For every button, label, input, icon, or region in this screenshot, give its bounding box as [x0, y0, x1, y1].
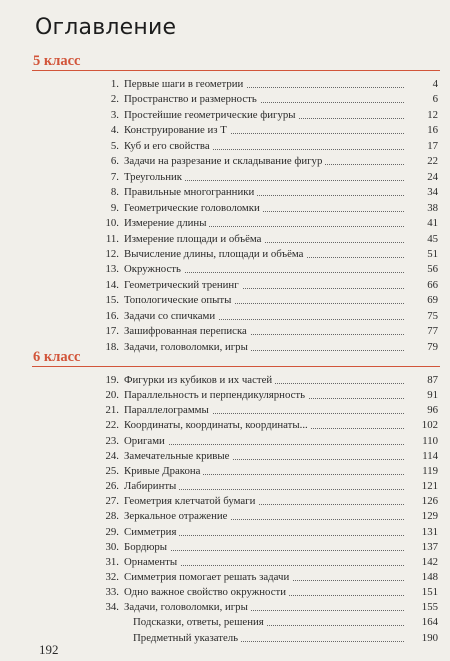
toc-entry-title-wrap	[124, 92, 404, 106]
toc-entry-page: 87	[427, 374, 438, 386]
toc-entry-title: Замечательные кривые	[124, 450, 232, 462]
toc-entry-page: 34	[427, 186, 438, 199]
toc-entry	[0, 185, 450, 199]
toc-entry-title: Измерение длины	[124, 217, 209, 229]
toc-entry-title-wrap	[124, 123, 404, 137]
toc-entry-number: 12.	[105, 247, 119, 260]
toc-entry-page: 190	[421, 631, 438, 644]
toc-entry-page: 96	[427, 404, 438, 417]
toc-entry-number: 33.	[105, 586, 119, 599]
toc-entry-title: Лабиринты	[124, 480, 179, 492]
toc-entry-number: 23.	[105, 434, 119, 447]
toc-entry-title-wrap	[133, 615, 404, 629]
toc-entry	[0, 324, 450, 338]
toc-entry-title: Параллелограммы	[124, 404, 212, 416]
toc-entry-page: 16	[427, 124, 438, 137]
toc-entry	[0, 309, 450, 323]
toc-entry-title-wrap	[124, 403, 404, 417]
toc-entry-number: 10.	[105, 217, 119, 230]
toc-entry-title: Конструирование из Т	[124, 124, 230, 136]
toc-entry-title: Задачи со спичками	[124, 310, 218, 322]
toc-entry-number: 20.	[105, 389, 119, 402]
toc-entry	[0, 464, 450, 478]
toc-entry-number: 4.	[110, 124, 119, 137]
toc-entry-number: 28.	[105, 510, 119, 523]
toc-entry	[0, 525, 450, 539]
toc-entry	[0, 123, 450, 137]
toc-entry-number: 6.	[110, 155, 119, 168]
toc-entry-title-wrap	[124, 201, 404, 215]
toc-entry-page: 45	[427, 232, 438, 245]
toc-entry-page: 114	[422, 449, 438, 462]
toc-entry	[0, 293, 450, 307]
toc-entry	[0, 570, 450, 584]
toc-entry-title: Правильные многогранники	[124, 186, 257, 198]
toc-entry-title-wrap	[124, 232, 404, 246]
toc-entry-title: Зашифрованная переписка	[124, 325, 250, 337]
toc-entry-title: Кривые Дракона	[124, 465, 203, 477]
toc-entry-title: Пространство и размерность	[124, 93, 260, 105]
toc-entry-number: 18.	[105, 340, 119, 353]
toc-entry-number: 15.	[105, 294, 119, 307]
toc-entry	[0, 154, 450, 168]
toc-entry-title: Предметный указатель	[133, 632, 241, 644]
toc-entry-title: Одно важное свойство окружности	[124, 586, 289, 598]
toc-entry-title-wrap	[124, 479, 404, 493]
toc-entry-title-wrap	[124, 108, 404, 122]
toc-entry-page: 24	[427, 170, 438, 183]
toc-entry-title-wrap	[124, 309, 404, 323]
toc-entry	[0, 373, 450, 387]
toc-entry-title-wrap	[124, 449, 404, 463]
toc-entry-number: 24.	[105, 449, 119, 462]
toc-entry	[0, 247, 450, 261]
toc-entry	[0, 540, 450, 554]
toc-entry-page: 91	[427, 389, 438, 402]
toc-entry	[0, 585, 450, 599]
toc-entry-page: 129	[421, 510, 438, 523]
toc-entry-page: 110	[422, 434, 438, 447]
toc-entry-page: 56	[427, 263, 438, 276]
toc-entry-title: Симметрия помогает решать задачи	[124, 571, 292, 583]
toc-entry-number: 8.	[110, 186, 119, 199]
toc-entry-title: Координаты, координаты, координаты...	[124, 419, 311, 431]
toc-entry-title-wrap	[133, 631, 404, 645]
toc-entry	[0, 403, 450, 417]
toc-entry-number: 27.	[105, 495, 119, 508]
toc-entry-title: Куб и его свойства	[124, 140, 213, 152]
toc-entry-title-wrap	[124, 170, 404, 184]
toc-entry-title-wrap	[124, 494, 404, 508]
toc-entry-title: Оригами	[124, 435, 168, 447]
section-heading-grade-5	[32, 52, 440, 71]
toc-entry-title-wrap	[124, 525, 404, 539]
toc-entry	[0, 77, 450, 91]
toc-entry-number: 1.	[110, 78, 119, 90]
toc-entry	[0, 108, 450, 122]
toc-entry-number: 31.	[105, 555, 119, 568]
toc-entry-page: 22	[427, 155, 438, 168]
toc-entry-title-wrap	[124, 293, 404, 307]
toc-entry-page: 119	[422, 464, 438, 477]
toc-entry-number: 34.	[105, 601, 119, 614]
toc-entry-page: 38	[427, 201, 438, 214]
toc-entry-title-wrap	[124, 247, 404, 261]
toc-entry-title: Задачи на разрезание и складывание фигур	[124, 155, 325, 167]
toc-entry-page: 164	[421, 616, 438, 629]
toc-entry-page: 4	[432, 78, 438, 90]
toc-entry-page: 51	[427, 247, 438, 260]
toc-entry-title: Орнаменты	[124, 556, 180, 568]
toc-entry-title-wrap	[124, 139, 404, 153]
toc-entry	[0, 170, 450, 184]
toc-entry-number: 14.	[105, 278, 119, 291]
toc-entry-page: 151	[421, 586, 438, 599]
toc-entry	[0, 509, 450, 523]
toc-entry-title: Подсказки, ответы, решения	[133, 616, 267, 628]
toc-entry-title: Треугольник	[124, 171, 185, 183]
toc-entry-number: 19.	[105, 374, 119, 386]
toc-entry-page: 75	[427, 309, 438, 322]
toc-entry-title: Геометрия клетчатой бумаги	[124, 495, 258, 507]
toc-entry	[0, 494, 450, 508]
toc-entry	[0, 615, 450, 629]
toc-entry-page: 126	[421, 495, 438, 508]
toc-entry-title: Топологические опыты	[124, 294, 234, 306]
toc-entry-page: 155	[421, 601, 438, 614]
toc-entry-page: 131	[421, 525, 438, 538]
toc-entry-title: Параллельность и перпендикулярность	[124, 389, 308, 401]
toc-entry-title: Простейшие геометрические фигуры	[124, 109, 299, 121]
toc-entry-page: 6	[432, 93, 438, 106]
toc-entry-number: 25.	[105, 464, 119, 477]
toc-entry-page: 142	[421, 555, 438, 568]
page-number: 192	[39, 642, 59, 657]
toc-entry-title: Окружность	[124, 263, 184, 275]
toc-entry	[0, 262, 450, 276]
toc-entry-page: 77	[427, 325, 438, 338]
toc-entry-number: 32.	[105, 570, 119, 583]
toc-entry-title-wrap	[124, 540, 404, 554]
toc-entry-title: Измерение площади и объёма	[124, 233, 264, 245]
toc-entry-number: 5.	[110, 139, 119, 152]
toc-entry-page: 121	[421, 480, 438, 493]
toc-entry-number: 3.	[110, 108, 119, 121]
toc-entry-number: 2.	[110, 93, 119, 106]
toc-entry-title-wrap	[124, 600, 404, 614]
toc-entry-title: Геометрические головоломки	[124, 202, 263, 214]
toc-entry-number: 11.	[105, 232, 119, 245]
toc-entry	[0, 555, 450, 569]
toc-entry-title-wrap	[124, 434, 404, 448]
toc-entry-title: Геометрический тренинг	[124, 279, 242, 291]
toc-entry-title-wrap	[124, 77, 404, 91]
toc-entry-page: 12	[427, 108, 438, 121]
toc-entry-title-wrap	[124, 464, 404, 478]
toc-entry-title-wrap	[124, 216, 404, 230]
toc-entry-page: 137	[421, 540, 438, 553]
section-heading-label: 5 класс	[33, 53, 81, 69]
toc-entry-page: 148	[421, 570, 438, 583]
toc-entry-title-wrap	[124, 324, 404, 338]
toc-entry-number: 7.	[110, 170, 119, 183]
toc-entry-title: Зеркальное отражение	[124, 510, 230, 522]
toc-entry-number: 16.	[105, 309, 119, 322]
toc-entry-page: 69	[427, 294, 438, 307]
toc-entry-title-wrap	[124, 185, 404, 199]
toc-entry-number: 30.	[105, 540, 119, 553]
toc-entry-title: Первые шаги в геометрии	[124, 78, 246, 90]
toc-entry-title: Фигурки из кубиков и их частей	[124, 374, 275, 386]
toc-entry-title-wrap	[124, 262, 404, 276]
toc-entry-title-wrap	[124, 570, 404, 584]
toc-entry-title: Задачи, головоломки, игры	[124, 341, 251, 353]
toc-entry	[0, 201, 450, 215]
toc-entry-number: 21.	[105, 404, 119, 417]
toc-entry	[0, 216, 450, 230]
toc-entry-title: Бордюры	[124, 541, 170, 553]
toc-entry-page: 102	[421, 419, 438, 432]
toc-entry-title-wrap	[124, 373, 404, 387]
toc-entry-number: 29.	[105, 525, 119, 538]
toc-entry	[0, 631, 450, 645]
toc-entry-page: 17	[427, 139, 438, 152]
toc-entry-title: Задачи, головоломки, игры	[124, 601, 251, 613]
toc-entry	[0, 232, 450, 246]
toc-entry-title-wrap	[124, 154, 404, 168]
toc-entry-page: 66	[427, 278, 438, 291]
toc-entry-title: Вычисление длины, площади и объёма	[124, 248, 306, 260]
toc-entry-title: Симметрия	[124, 526, 179, 538]
toc-entry-number: 22.	[105, 419, 119, 432]
toc-entry-title-wrap	[124, 509, 404, 523]
toc-entry-number: 26.	[105, 480, 119, 493]
toc-entry-number: 9.	[110, 201, 119, 214]
toc-entry-title-wrap	[124, 555, 404, 569]
page-title: Оглавление	[35, 15, 177, 40]
toc-entry	[0, 139, 450, 153]
toc-entry-number: 13.	[105, 263, 119, 276]
section-heading-label: 6 класс	[33, 349, 81, 365]
toc-entry-page: 41	[427, 217, 438, 230]
toc-entry	[0, 600, 450, 614]
toc-entry-title-wrap	[124, 278, 404, 292]
toc-entry	[0, 449, 450, 463]
toc-entry	[0, 434, 450, 448]
toc-entry-page: 79	[427, 340, 438, 353]
toc-entry-number: 17.	[105, 325, 119, 338]
toc-entry-title-wrap	[124, 585, 404, 599]
toc-entry	[0, 278, 450, 292]
toc-entry	[0, 92, 450, 106]
toc-entry	[0, 418, 450, 432]
toc-entry	[0, 479, 450, 493]
toc-entry-title-wrap	[124, 418, 404, 432]
toc-entry-title-wrap	[124, 388, 404, 402]
toc-entry	[0, 388, 450, 402]
